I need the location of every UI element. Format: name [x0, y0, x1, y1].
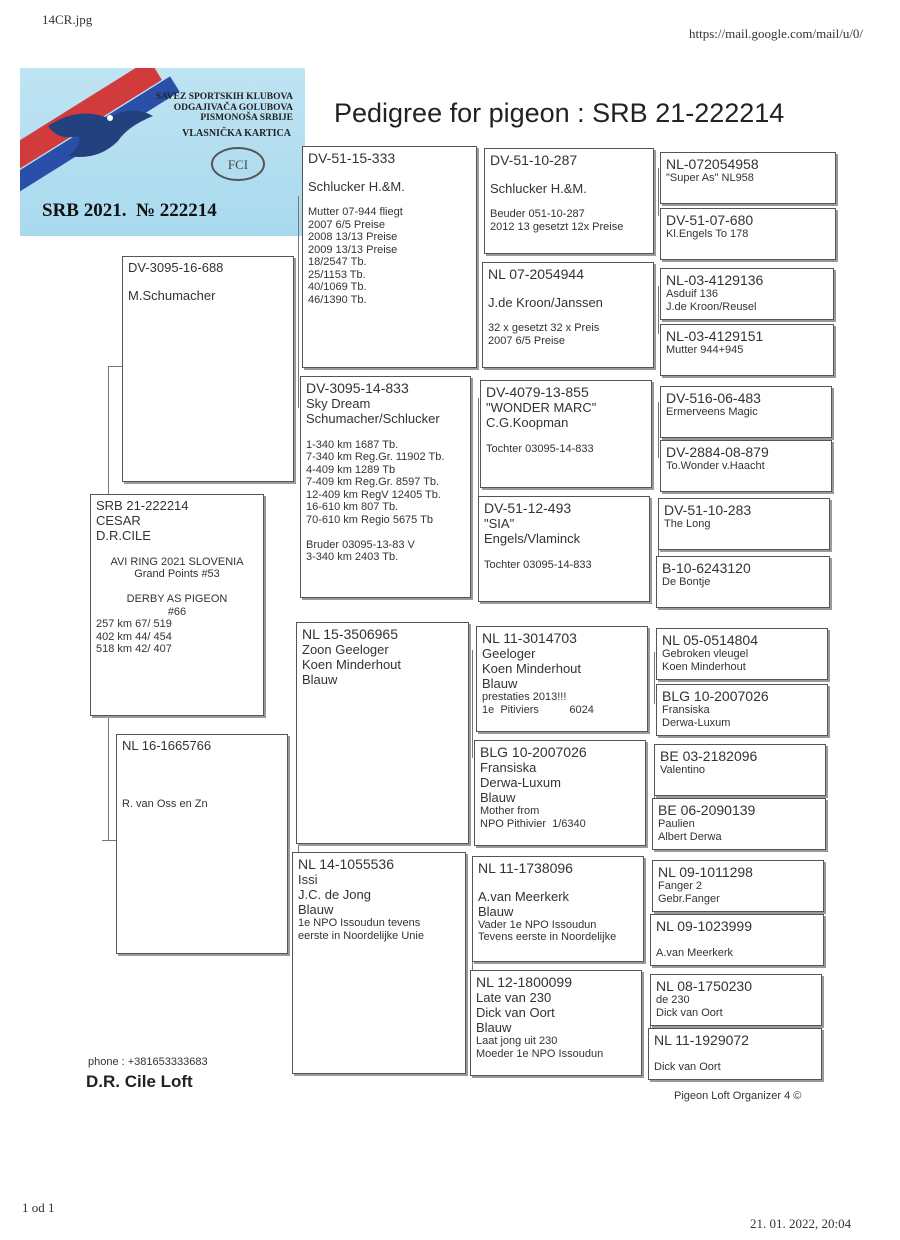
pigeon-info-line: 402 km 44/ 454 — [96, 630, 172, 643]
pigeon-info-line — [490, 168, 648, 181]
pigeon-info-line — [308, 166, 471, 179]
print-datetime: 21. 01. 2022, 20:04 — [750, 1216, 852, 1231]
pigeon-info-line: Late van 230 — [476, 990, 552, 1005]
pigeon-info-line — [656, 934, 818, 947]
ring-number: DV-51-07-680 — [666, 212, 754, 228]
ring-number: NL 15-3506965 — [302, 626, 399, 642]
pigeon-info-line: 40/1069 Tb. — [308, 281, 367, 293]
card-organization: SAVEZ SPORTSKIH KLUBOVA ODGAJIVAČA GOLUBOVA PISMONOŠA SRBIJE — [155, 92, 293, 123]
pigeon-info-line: 2008 13/13 Preise — [308, 231, 398, 243]
pigeon-info-line: Kl.Engels To 178 — [666, 228, 749, 240]
pigeon-info-line: A.van Meerkerk — [656, 946, 734, 959]
pigeon-info-line: Issi — [298, 872, 318, 887]
pigeon-info-line: Blauw — [302, 672, 338, 687]
pigeon-info-line: 18/2547 Tb. — [308, 256, 367, 268]
pedigree-box-g2 — [660, 208, 836, 260]
connector-line — [658, 402, 659, 458]
ring-number: B-10-6243120 — [662, 560, 751, 576]
pigeon-info-line: Fanger 2 — [658, 880, 703, 892]
pedigree-box-sds — [480, 380, 652, 488]
pigeon-info-line: To.Wonder v.Haacht — [666, 460, 765, 472]
pedigree-box-g8 — [656, 556, 830, 608]
pigeon-info-line: 32 x gesetzt 32 x Preis — [488, 322, 600, 334]
pedigree-box-g5 — [660, 386, 832, 438]
connector-line — [298, 196, 299, 408]
pigeon-info-line — [122, 783, 282, 798]
pigeon-info-line: DERBY AS PIGEON — [126, 593, 228, 605]
pigeon-info-line: Fransiska — [662, 704, 710, 716]
fci-emblem-icon — [210, 146, 266, 182]
connector-line — [108, 366, 122, 367]
pigeon-info-line: 257 km 67/ 519 — [96, 618, 172, 630]
pigeon-info-line — [484, 546, 644, 559]
pigeon-info-line: Vader 1e NPO Issoudun — [478, 918, 597, 931]
pigeon-info-line: eerste in Noordelijke Unie — [298, 929, 424, 942]
pigeon-info-line — [478, 876, 638, 889]
pigeon-info-line: Fransiska — [480, 760, 537, 775]
svg-text:FCI: FCI — [227, 157, 249, 172]
ring-number: NL 05-0514804 — [662, 632, 759, 648]
pigeon-info-line — [306, 426, 465, 439]
pigeon-info-line: #66 — [167, 605, 187, 618]
pedigree-box-dam — [116, 734, 288, 954]
pigeon-info-line — [306, 526, 465, 539]
pigeon-info-line — [128, 275, 288, 288]
pigeon-info-line: D.R.CILE — [96, 528, 151, 543]
pigeon-info-line: 2012 13 gesetzt 12x Preise — [490, 220, 624, 233]
pigeon-info-line: Engels/Vlaminck — [484, 531, 581, 546]
pigeon-info-line: 1-340 km 1687 Tb. — [306, 438, 399, 451]
connector-line — [102, 840, 116, 841]
ring-number: NL 11-1738096 — [478, 860, 573, 876]
ring-number: NL 08-1750230 — [656, 978, 753, 994]
ring-number: DV-2884-08-879 — [666, 444, 769, 460]
pigeon-info-line — [488, 282, 648, 295]
pigeon-info-line: Schlucker H.&M. — [490, 180, 587, 196]
pigeon-info-line: Paulien — [658, 818, 695, 830]
ring-number: DV-51-10-283 — [664, 502, 752, 518]
connector-line — [478, 178, 479, 288]
loft-name: D.R. Cile Loft — [86, 1072, 193, 1091]
pigeon-info-line: M.Schumacher — [128, 287, 216, 303]
pedigree-box-ddd — [470, 970, 642, 1076]
pedigree-box-sdd — [478, 496, 650, 602]
connector-line — [654, 652, 655, 704]
pigeon-info-line — [122, 753, 282, 768]
ring-number: NL 11-3014703 — [482, 630, 577, 646]
pigeon-info-line: Sky Dream — [306, 396, 371, 411]
pigeon-info-line — [96, 543, 258, 556]
pigeon-info-line: C.G.Koopman — [486, 415, 569, 430]
pigeon-info-line: De Bontje — [662, 576, 711, 588]
ring-number: DV-51-10-287 — [490, 152, 578, 168]
ring-number: NL 09-1023999 — [656, 918, 753, 934]
pigeon-info-line — [308, 194, 471, 207]
pigeon-info-line: Dick van Oort — [654, 1060, 721, 1073]
pigeon-info-line: de 230 — [656, 994, 690, 1006]
pigeon-info-line: A.van Meerkerk — [478, 888, 570, 904]
software-credit: Pigeon Loft Organizer 4 © — [674, 1090, 802, 1102]
ring-number: BE 06-2090139 — [658, 802, 756, 818]
pedigree-box-g15 — [650, 974, 822, 1026]
pigeon-info-line: 12-409 km RegV 12405 Tb. — [306, 488, 441, 501]
pigeon-info-line: J.de Kroon/Reusel — [666, 300, 757, 313]
page-url: https://mail.google.com/mail/u/0/ — [689, 26, 864, 41]
phone-number: phone : +381653333683 — [88, 1056, 208, 1068]
pigeon-info-line: Blauw — [298, 902, 334, 917]
pigeon-info-line — [486, 430, 646, 443]
pigeon-info-line: Asduif 136 — [666, 288, 718, 300]
pigeon-info-line: 4-409 km 1289 Tb — [306, 463, 396, 476]
pigeon-info-line: Koen Minderhout — [302, 657, 402, 672]
pigeon-info-line: Tochter 03095-14-833 — [486, 442, 594, 455]
pedigree-box-sire-sire — [302, 146, 477, 368]
pigeon-info-line: Blauw — [482, 676, 518, 691]
ring-number: DV-51-12-493 — [484, 500, 572, 516]
pigeon-info-line: 46/1390 Tb. — [308, 293, 367, 306]
pigeon-info-line: Schlucker H.&M. — [308, 178, 405, 194]
pedigree-box-sire — [122, 256, 294, 482]
pigeon-info-line: The Long — [664, 518, 711, 530]
pigeon-info-line — [122, 768, 282, 783]
pigeon-info-line: Mutter 944+945 — [666, 344, 744, 356]
pigeon-info-line: 16-610 km 807 Tb. — [306, 501, 399, 513]
ring-number: BLG 10-2007026 — [480, 744, 587, 760]
card-number: SRB 2021. № 222214 — [42, 200, 217, 221]
pedigree-box-subject — [90, 494, 264, 716]
file-name: 14CR.jpg — [42, 12, 93, 27]
pigeon-info-line: 7-340 km Reg.Gr. 11902 Tb. — [306, 451, 445, 463]
pedigree-box-g7 — [658, 498, 830, 550]
ring-number: NL 12-1800099 — [476, 974, 573, 990]
pigeon-info-line — [96, 581, 258, 594]
pigeon-info-line: Tevens eerste in Noordelijke — [478, 931, 617, 943]
pigeon-info-line: "SIA" — [484, 516, 515, 531]
connector-line — [658, 168, 659, 216]
pigeon-info-line: "Super As" NL958 — [666, 172, 754, 184]
pigeon-info-line: Ermerveens Magic — [666, 406, 758, 418]
pigeon-info-line: Koen Minderhout — [482, 661, 582, 676]
pedigree-box-sss — [484, 148, 654, 254]
pigeon-info-line: Tochter 03095-14-833 — [484, 558, 592, 571]
pigeon-info-line: AVI RING 2021 SLOVENIA — [110, 555, 244, 568]
ownership-card — [20, 68, 305, 236]
pigeon-info-line: Zoon Geeloger — [302, 642, 389, 657]
ring-number: DV-3095-14-833 — [306, 380, 409, 396]
ring-number: NL-03-4129151 — [666, 328, 764, 344]
page-title: Pedigree for pigeon : SRB 21-222214 — [334, 98, 785, 128]
pedigree-box-dam-sire — [296, 622, 469, 844]
pigeon-info-line: Valentino — [660, 764, 706, 776]
ring-number: SRB 21-222214 — [96, 498, 189, 513]
ring-number: BE 03-2182096 — [660, 748, 758, 764]
pigeon-info-line: Albert Derwa — [658, 830, 722, 843]
pigeon-info-line: Moeder 1e NPO Issoudun — [476, 1047, 604, 1060]
ring-number: DV-3095-16-688 — [128, 260, 224, 275]
ring-number: NL-03-4129136 — [666, 272, 764, 288]
pigeon-info-line: CESAR — [96, 513, 141, 528]
pigeon-info-line: Dick van Oort — [656, 1006, 723, 1019]
pigeon-info-line: R. van Oss en Zn — [122, 798, 208, 810]
pedigree-box-g4 — [660, 324, 834, 376]
pigeon-info-line: Gebr.Fanger — [658, 892, 720, 905]
pigeon-info-line: Blauw — [476, 1020, 512, 1035]
pigeon-info-line: Mother from — [480, 805, 540, 817]
pigeon-info-line: Blauw — [478, 903, 514, 919]
pigeon-info-line: 1e Pitiviers 6024 — [482, 703, 594, 716]
pigeon-info-line: Laat jong uit 230 — [476, 1035, 558, 1047]
pedigree-box-dsd — [474, 740, 646, 846]
ring-number: NL 16-1665766 — [122, 738, 212, 753]
pigeon-info-line: Derwa-Luxum — [662, 716, 731, 729]
pedigree-box-g9 — [656, 628, 828, 680]
pigeon-info-line: prestaties 2013!!! — [482, 691, 567, 703]
pedigree-box-dds — [472, 856, 644, 962]
pigeon-info-line: Gebroken vleugel — [662, 648, 749, 660]
pigeon-info-line: J.C. de Jong — [298, 887, 371, 902]
ring-number: DV-4079-13-855 — [486, 384, 589, 400]
pedigree-box-g11 — [654, 744, 826, 796]
pigeon-info-line — [490, 196, 648, 209]
page-count: 1 od 1 — [22, 1200, 55, 1215]
pedigree-box-dss — [476, 626, 648, 732]
pigeon-info-line: 2007 6/5 Preise — [308, 218, 386, 231]
pigeon-info-line: 3-340 km 2403 Tb. — [306, 551, 399, 563]
pedigree-box-g1 — [660, 152, 836, 204]
pigeon-info-line: Derwa-Luxum — [480, 775, 561, 790]
pigeon-info-line: 7-409 km Reg.Gr. 8597 Tb. — [306, 476, 440, 488]
pigeon-info-line: 70-610 km Regio 5675 Tb — [306, 513, 433, 526]
pedigree-box-g12 — [652, 798, 826, 850]
pigeon-info-line: NPO Pithivier 1/6340 — [480, 817, 586, 830]
pigeon-info-line: 2009 13/13 Preise — [308, 243, 398, 256]
ring-number: BLG 10-2007026 — [662, 688, 769, 704]
ring-number: NL 09-1011298 — [658, 864, 753, 880]
pigeon-info-line: Geeloger — [482, 646, 536, 661]
pigeon-info-line — [488, 310, 648, 323]
ring-number: DV-516-06-483 — [666, 390, 761, 406]
pigeon-info-line: Beuder 051-10-287 — [490, 208, 585, 220]
ring-number: NL 14-1055536 — [298, 856, 395, 872]
ring-number: DV-51-15-333 — [308, 150, 396, 166]
connector-line — [658, 286, 659, 334]
pedigree-box-dam-dam — [292, 852, 466, 1074]
pedigree-box-g13 — [652, 860, 824, 912]
ring-number: NL-072054958 — [666, 156, 759, 172]
pigeon-info-line: "WONDER MARC" — [486, 400, 597, 415]
pedigree-box-g16 — [648, 1028, 822, 1080]
pigeon-info-line: J.de Kroon/Janssen — [488, 294, 603, 310]
pigeon-info-line: Blauw — [480, 790, 516, 805]
pigeon-info-line: Dick van Oort — [476, 1005, 555, 1020]
card-title: VLASNIČKA KARTICA — [182, 128, 291, 139]
pigeon-info-line: Koen Minderhout — [662, 660, 746, 673]
pigeon-info-line: Mutter 07-944 fliegt — [308, 206, 403, 218]
pigeon-info-line: Bruder 03095-13-83 V — [306, 538, 415, 551]
ring-number: NL 07-2054944 — [488, 266, 585, 282]
ring-number: NL 11-1929072 — [654, 1032, 749, 1048]
pigeon-info-line: 25/1153 Tb. — [308, 268, 366, 281]
pedigree-box-g14 — [650, 914, 824, 966]
pedigree-box-ssd — [482, 262, 654, 368]
pigeon-info-line: 518 km 42/ 407 — [96, 643, 172, 655]
pedigree-box-g6 — [660, 440, 832, 492]
pigeon-info-line: 2007 6/5 Preise — [488, 334, 566, 347]
pigeon-info-line: 1e NPO Issoudun tevens — [298, 917, 421, 929]
connector-line — [472, 650, 473, 758]
pigeon-info-line: Schumacher/Schlucker — [306, 411, 440, 426]
pigeon-info-line: Grand Points #53 — [134, 568, 220, 580]
pedigree-box-g10 — [656, 684, 828, 736]
pedigree-box-sire-dam — [300, 376, 471, 598]
pigeon-info-line — [654, 1048, 816, 1061]
pedigree-box-g3 — [660, 268, 834, 320]
